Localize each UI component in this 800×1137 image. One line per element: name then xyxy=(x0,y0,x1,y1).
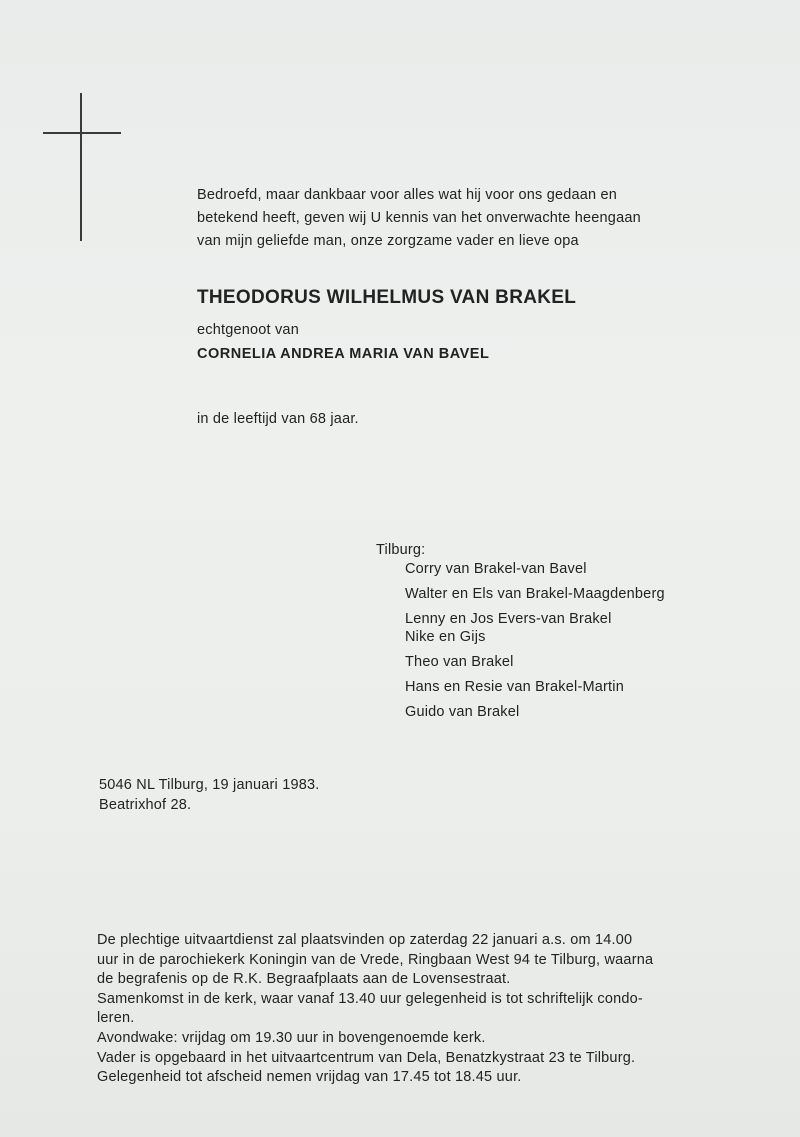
funeral-line: Samenkomst in de kerk, waar vanaf 13.40 uur gelegenheid is tot schriftelijk condo- xyxy=(97,990,643,1007)
intro-line: van mijn geliefde man, onze zorgzame vader en lieve opa xyxy=(197,233,579,249)
funeral-line: uur in de parochiekerk Koningin van de Vrede, Ringbaan West 94 te Tilburg, waarna xyxy=(97,951,654,968)
list-item xyxy=(405,610,665,646)
mourner-name: Corry van Brakel-van Bavel xyxy=(405,561,587,577)
intro-line: betekend heeft, geven wij U kennis van het onverwachte heengaan xyxy=(197,210,641,226)
list-item xyxy=(405,678,665,696)
deceased-name: THEODORUS WILHELMUS VAN BRAKEL xyxy=(197,287,577,308)
mourner-children: Nike en Gijs xyxy=(405,629,486,645)
mourners-place: Tilburg: xyxy=(376,542,426,558)
list-item xyxy=(405,585,665,603)
mourner-name: Hans en Resie van Brakel-Martin xyxy=(405,679,624,695)
spouse-name: CORNELIA ANDREA MARIA VAN BAVEL xyxy=(197,346,490,362)
cross-icon xyxy=(80,93,82,241)
mourners-list xyxy=(405,560,665,728)
spouse-label: echtgenoot van xyxy=(197,322,299,338)
mourner-name: Lenny en Jos Evers-van Brakel xyxy=(405,611,612,627)
intro-text xyxy=(197,184,641,253)
age-line: in de leeftijd van 68 jaar. xyxy=(197,411,359,427)
address-street: Beatrixhof 28. xyxy=(99,797,192,813)
mourner-name: Walter en Els van Brakel-Maagdenberg xyxy=(405,586,665,602)
funeral-line: de begrafenis op de R.K. Begraafplaats aan de Lovensestraat. xyxy=(97,971,511,988)
list-item xyxy=(405,703,665,721)
list-item xyxy=(405,560,665,578)
intro-line: Bedroefd, maar dankbaar voor alles wat hij voor ons gedaan en xyxy=(197,187,618,203)
list-item xyxy=(405,653,665,671)
cross-icon-bar xyxy=(43,132,121,134)
funeral-details xyxy=(97,931,653,1088)
funeral-line: Avondwake: vrijdag om 19.30 uur in bovengenoemde kerk. xyxy=(97,1029,486,1046)
funeral-line: Vader is opgebaard in het uitvaartcentrum van Dela, Benatzkystraat 23 te Tilburg. xyxy=(97,1049,636,1066)
funeral-line: Gelegenheid tot afscheid nemen vrijdag van 17.45 tot 18.45 uur. xyxy=(97,1069,522,1086)
mourner-name: Theo van Brakel xyxy=(405,654,514,670)
address-date: 5046 NL Tilburg, 19 januari 1983. xyxy=(99,777,320,793)
mourner-name: Guido van Brakel xyxy=(405,704,520,720)
funeral-line: leren. xyxy=(97,1010,135,1027)
funeral-line: De plechtige uitvaartdienst zal plaatsvinden op zaterdag 22 januari a.s. om 14.00 xyxy=(97,932,633,948)
